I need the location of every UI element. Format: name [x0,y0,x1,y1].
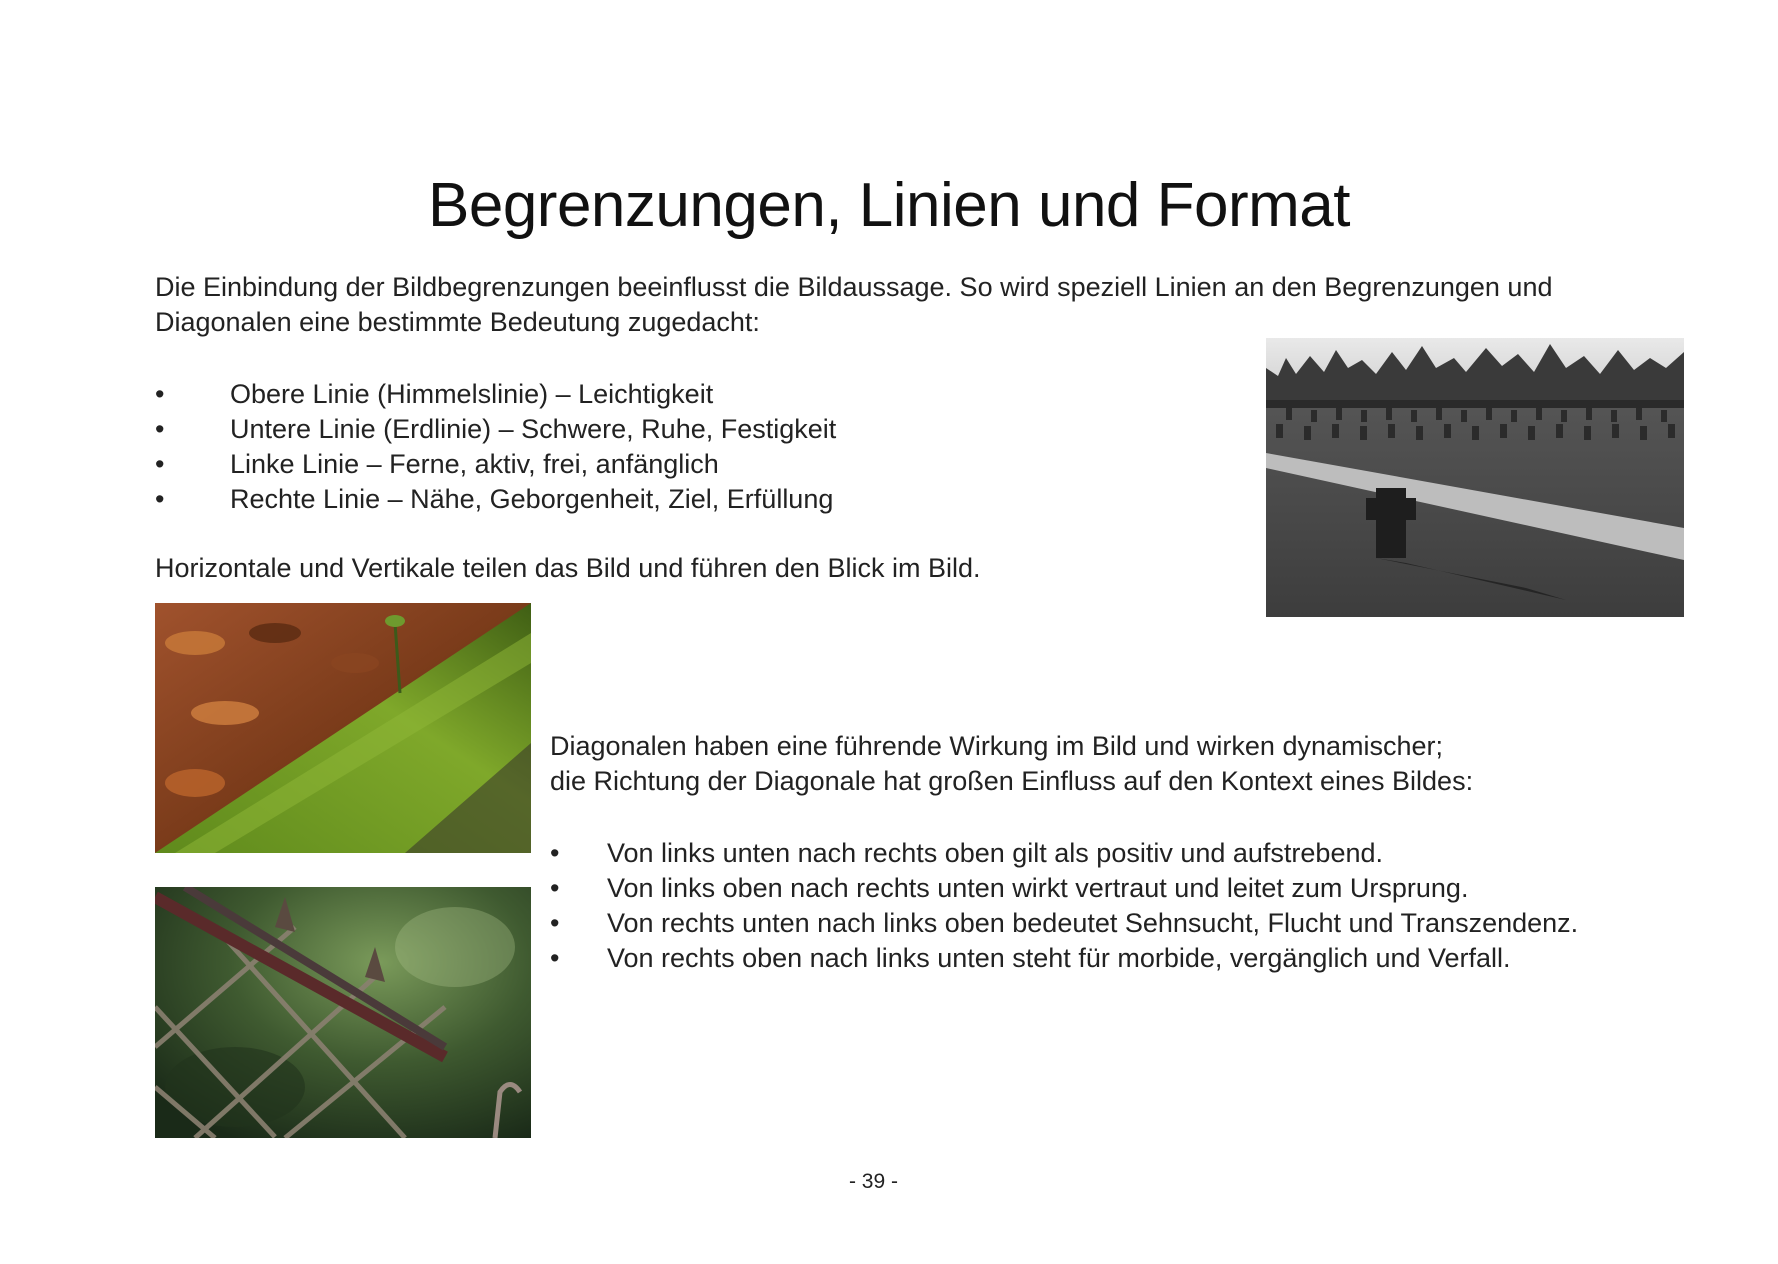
fence-diagonal-photo [155,887,531,1138]
bullet-icon: • [550,838,560,868]
list-item-text: Obere Linie (Himmelslinie) – Leichtigkeit [230,379,714,409]
list-item [155,412,1055,447]
boundary-lines-list [155,377,1055,517]
intro-line: Diagonalen eine bestimmte Bedeutung zugedacht: [155,307,760,337]
list-item-text: Von links oben nach rechts unten wirkt vertraut und leitet zum Ursprung. [607,873,1469,903]
list-item-text: Untere Linie (Erdlinie) – Schwere, Ruhe, Festigkeit [230,414,837,444]
list-item [155,447,1055,482]
intro-paragraph [155,270,1552,340]
bullet-icon: • [155,484,165,514]
diagonal-paragraph [550,729,1473,799]
bullet-icon: • [550,908,560,938]
bullet-icon: • [550,873,560,903]
list-item [550,906,1700,941]
list-item [550,941,1700,976]
list-item-text: Von rechts oben nach links unten steht für morbide, vergänglich und Verfall. [607,943,1511,973]
diagonal-directions-list [550,836,1700,976]
list-item [155,482,1055,517]
list-item-text: Von links unten nach rechts oben gilt als positiv und aufstrebend. [607,838,1383,868]
bullet-icon: • [155,414,165,444]
intro-line: Die Einbindung der Bildbegrenzungen beeinflusst die Bildaussage. So wird speziell Linien an den Begrenzungen und [155,272,1553,302]
diagonal-line: Diagonalen haben eine führende Wirkung im Bild und wirken dynamischer; [550,731,1444,761]
diagonal-line: die Richtung der Diagonale hat großen Einfluss auf den Kontext eines Bildes: [550,766,1474,796]
list-item-text: Von rechts unten nach links oben bedeutet Sehnsucht, Flucht und Transzendenz. [607,908,1579,938]
cemetery-photo [1266,338,1684,617]
list-item [155,377,1055,412]
list-item [550,836,1700,871]
list-item-text: Linke Linie – Ferne, aktiv, frei, anfänglich [230,449,719,479]
bullet-icon: • [155,379,165,409]
page-number: - 39 - [848,1170,898,1193]
page-title: Begrenzungen, Linien und Format [427,171,1350,240]
list-item-text: Rechte Linie – Nähe, Geborgenheit, Ziel, Erfüllung [230,484,834,514]
bullet-icon: • [155,449,165,479]
moss-diagonal-photo [155,603,531,853]
horizontal-vertical-text: Horizontale und Vertikale teilen das Bild und führen den Blick im Bild. [155,553,981,583]
bullet-icon: • [550,943,560,973]
list-item [550,871,1700,906]
